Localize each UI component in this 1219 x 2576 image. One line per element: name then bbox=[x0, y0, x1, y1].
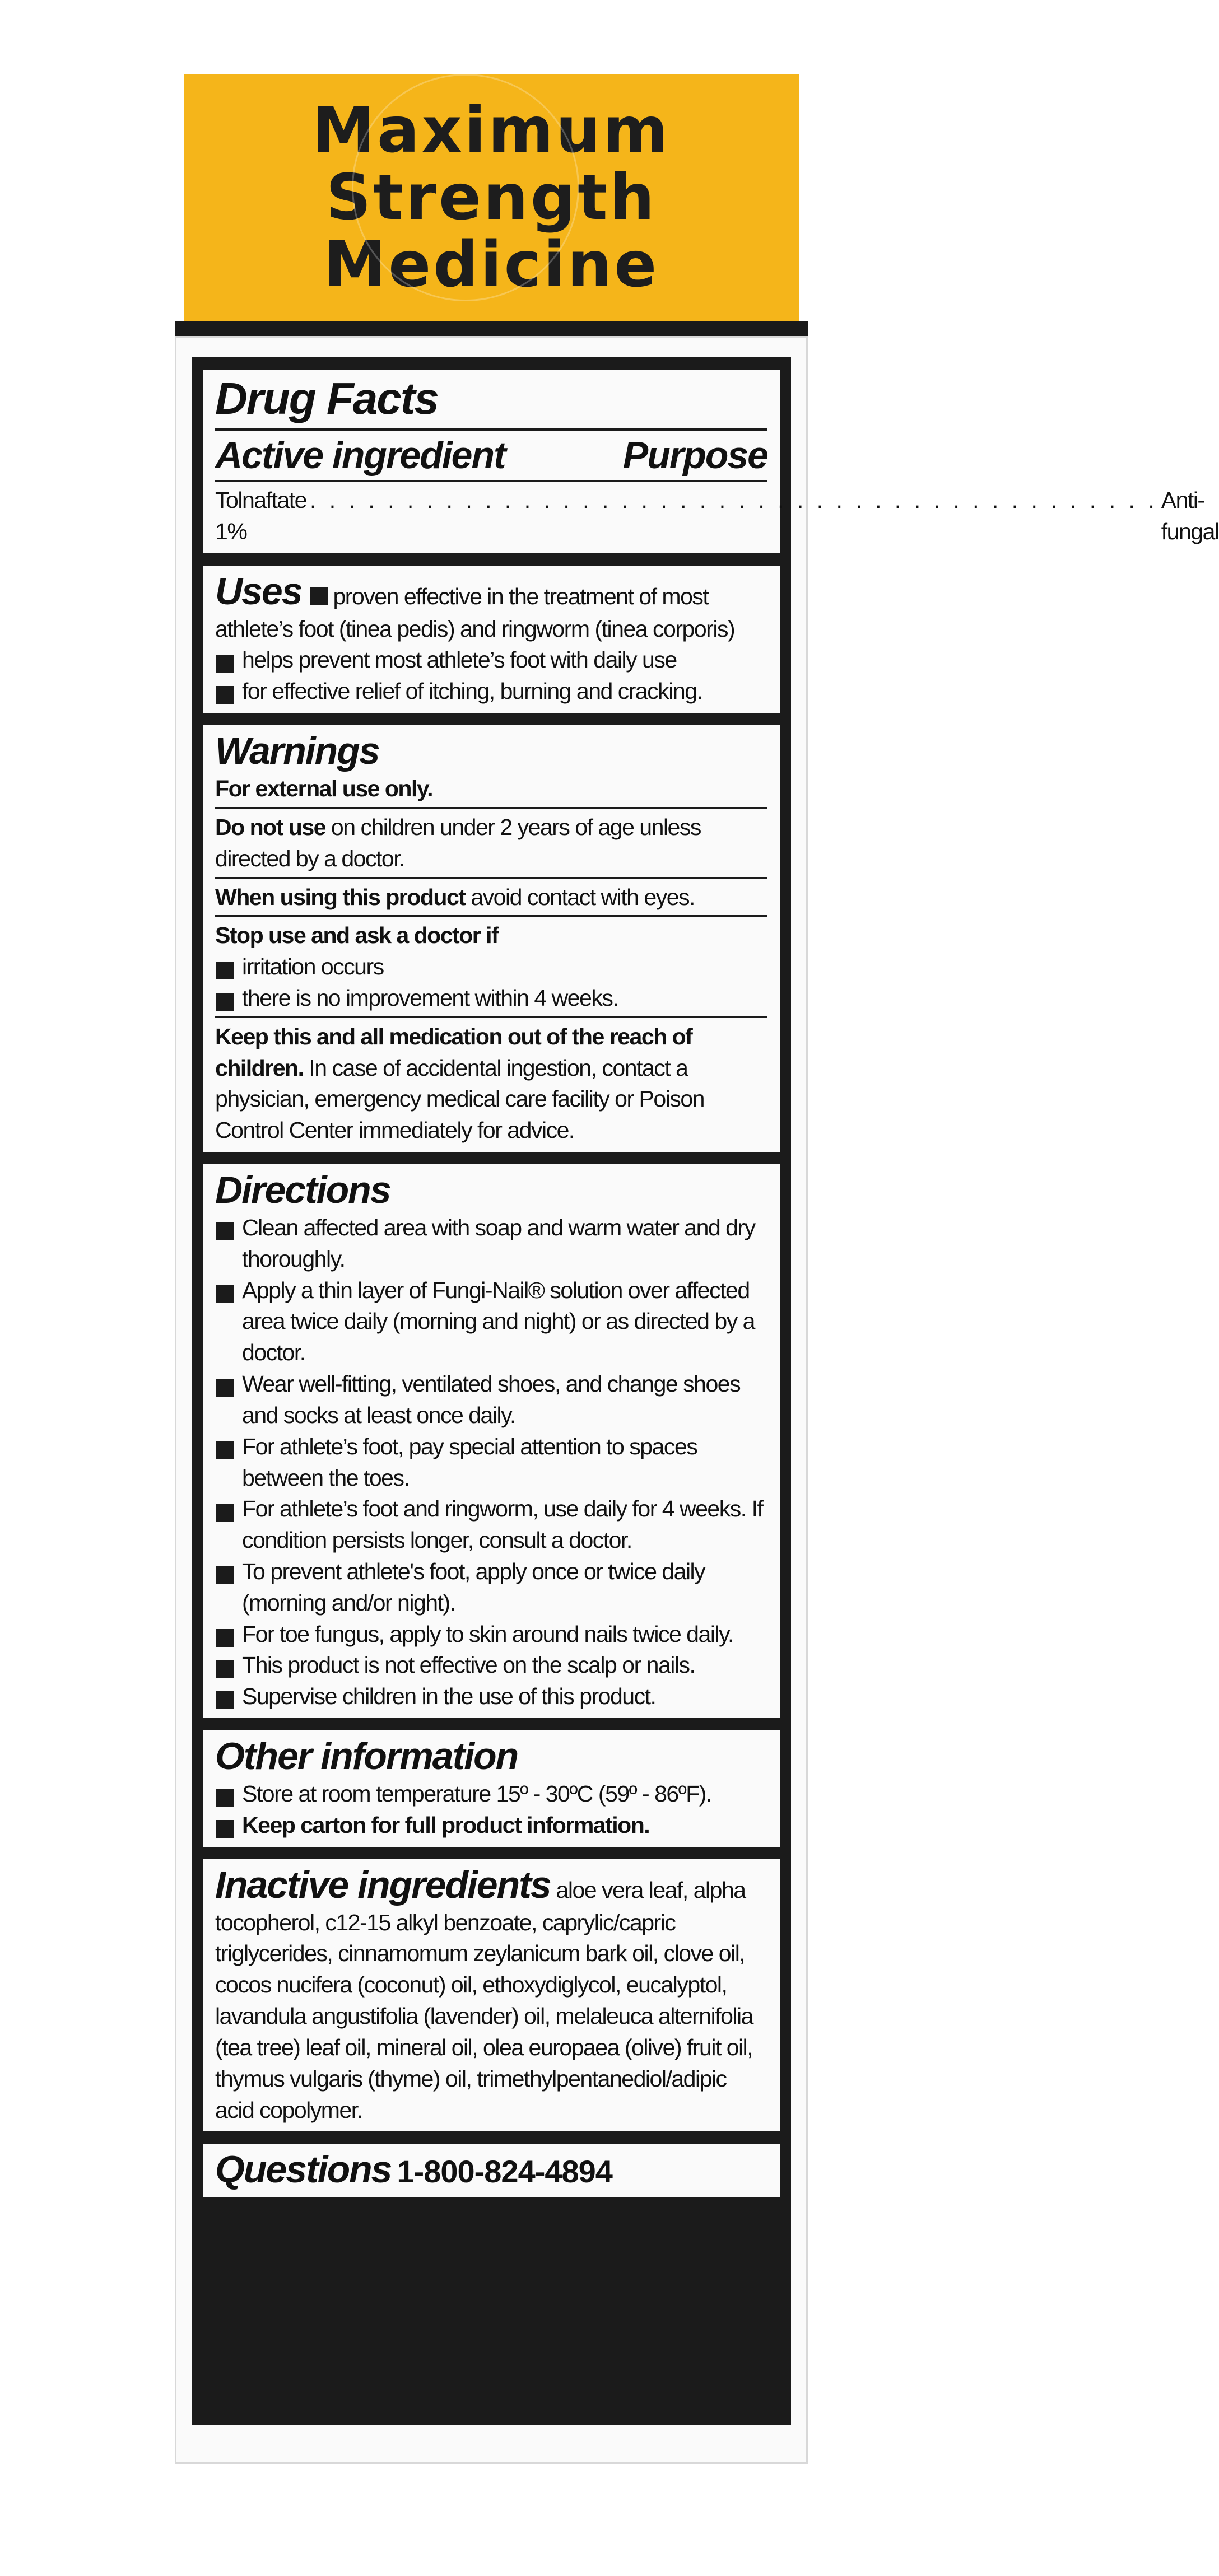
questions-section bbox=[203, 2144, 780, 2197]
bullet-icon bbox=[216, 655, 234, 673]
questions-title: Questions bbox=[215, 2148, 392, 2191]
divider bbox=[215, 877, 767, 879]
inactive-ingredients-text: aloe vera leaf, alpha tocopherol, c12-15 alkyl benzoate, caprylic/capric triglycerides, cinnamomum zeylanicum bark oil, clove oil, cocos nucifera (coconut) oil, ethoxydiglycol, eucalyptol, lavandula angustifolia (lavender) oil, melaleuca alternifolia (tea tree) leaf oil, mineral oil, olea europaea (olive) fruit oil, thymus vulgaris (thyme) oil, trimethylpentanediol/adipic acid copolymer. bbox=[215, 1877, 753, 2123]
list-item: there is no improvement within 4 weeks. bbox=[215, 983, 767, 1014]
external-use-text: For external use only. bbox=[215, 776, 433, 802]
list-item: Apply a thin layer of Fungi-Nail® solution over affected area twice daily (morning and night) or as directed by a doctor. bbox=[215, 1275, 767, 1369]
banner-circle-decoration bbox=[352, 74, 579, 301]
list-item bbox=[215, 645, 767, 676]
inactive-ingredients-section bbox=[203, 1859, 780, 2132]
brand-banner bbox=[184, 74, 799, 325]
banner-line: Maximum bbox=[312, 94, 671, 167]
uses-item: proven effective in the treatment of most athlete’s foot (tinea pedis) and ringworm (tinea corporis) bbox=[215, 583, 735, 642]
header-row bbox=[215, 433, 767, 478]
uses-title: Uses bbox=[215, 570, 302, 613]
questions-phone: 1-800-824-4894 bbox=[397, 2154, 612, 2190]
divider bbox=[215, 428, 767, 431]
bullet-icon bbox=[216, 1691, 234, 1709]
bullet-icon bbox=[216, 1660, 234, 1678]
other-information-section bbox=[203, 1730, 780, 1847]
divider bbox=[215, 807, 767, 809]
bullet-icon bbox=[216, 1629, 234, 1647]
list-item: To prevent athlete's foot, apply once or twice daily (morning and/or night). bbox=[215, 1556, 767, 1619]
directions-section bbox=[203, 1164, 780, 1718]
bullet-icon bbox=[216, 1566, 234, 1584]
uses-item: helps prevent most athlete’s foot with daily use bbox=[242, 647, 677, 673]
carton-fold-strip bbox=[175, 321, 808, 337]
warnings-section bbox=[203, 725, 780, 1152]
banner-line: Medicine bbox=[323, 228, 659, 301]
list-item: This product is not effective on the scalp or nails. bbox=[215, 1650, 767, 1681]
directions-title: Directions bbox=[215, 1169, 390, 1211]
list-item: Clean affected area with soap and warm water and dry thoroughly. bbox=[215, 1212, 767, 1275]
list-item: Supervise children in the use of this product. bbox=[215, 1681, 767, 1712]
bullet-icon bbox=[216, 1285, 234, 1303]
divider bbox=[215, 1016, 767, 1018]
drug-facts-panel bbox=[192, 357, 1219, 2425]
list-item: irritation occurs bbox=[215, 951, 767, 983]
warnings-title: Warnings bbox=[215, 730, 379, 773]
inactive-ingredients-title: Inactive ingredients bbox=[215, 1863, 551, 1906]
when-using-text: When using this product avoid contact with eyes. bbox=[215, 884, 695, 910]
ingredient-row bbox=[215, 485, 1219, 548]
ingredient-purpose: Anti-fungal bbox=[1161, 487, 1219, 544]
drug-facts-section bbox=[203, 370, 1219, 553]
bullet-icon bbox=[216, 1820, 234, 1838]
bullet-icon bbox=[310, 587, 328, 605]
list-item: Wear well-fitting, ventilated shoes, and change shoes and socks at least once daily. bbox=[215, 1369, 767, 1431]
bullet-icon bbox=[216, 993, 234, 1011]
bullet-icon bbox=[216, 1379, 234, 1397]
banner-line: Strength bbox=[325, 161, 657, 234]
leader-dots: . . . . . . . . . . . . . . . . . . . . . . . . . . . . . . . . . . . . . . . . . . . . bbox=[309, 487, 1158, 513]
bullet-icon bbox=[216, 686, 234, 704]
bullet-icon bbox=[216, 962, 234, 979]
other-information-title: Other information bbox=[215, 1735, 518, 1777]
bullet-icon bbox=[216, 1222, 234, 1240]
divider bbox=[215, 915, 767, 917]
uses-item: for effective relief of itching, burning and cracking. bbox=[242, 678, 702, 704]
bullet-icon bbox=[216, 1789, 234, 1807]
bullet-icon bbox=[216, 1504, 234, 1522]
purpose-heading: Purpose bbox=[622, 434, 767, 477]
list-item: For athlete’s foot, pay special attention to spaces between the toes. bbox=[215, 1431, 767, 1494]
bullet-icon bbox=[216, 1441, 234, 1459]
ingredient-name: Tolnaftate 1% bbox=[215, 487, 306, 544]
list-item: For toe fungus, apply to skin around nails twice daily. bbox=[215, 1619, 767, 1650]
active-ingredient-heading: Active ingredient bbox=[215, 434, 505, 477]
list-item: Store at room temperature 15º - 30ºC (59º - 86ºF). bbox=[215, 1779, 767, 1810]
divider bbox=[215, 480, 767, 482]
drug-facts-title: Drug Facts bbox=[215, 374, 438, 423]
do-not-use-text: Do not use on children under 2 years of age unless directed by a doctor. bbox=[215, 814, 701, 871]
list-item: For athlete’s foot and ringworm, use daily for 4 weeks. If condition persists longer, consult a doctor. bbox=[215, 1494, 767, 1556]
uses-section bbox=[203, 566, 780, 713]
keep-out-of-reach-text: Keep this and all medication out of the reach of children. In case of accidental ingestion, contact a physician, emergency medical care facility or Poison Control Center immediately for advice. bbox=[215, 1023, 704, 1144]
stop-use-heading: Stop use and ask a doctor if bbox=[215, 922, 499, 949]
list-item: Keep carton for full product information. bbox=[215, 1810, 767, 1841]
list-item bbox=[215, 676, 767, 707]
